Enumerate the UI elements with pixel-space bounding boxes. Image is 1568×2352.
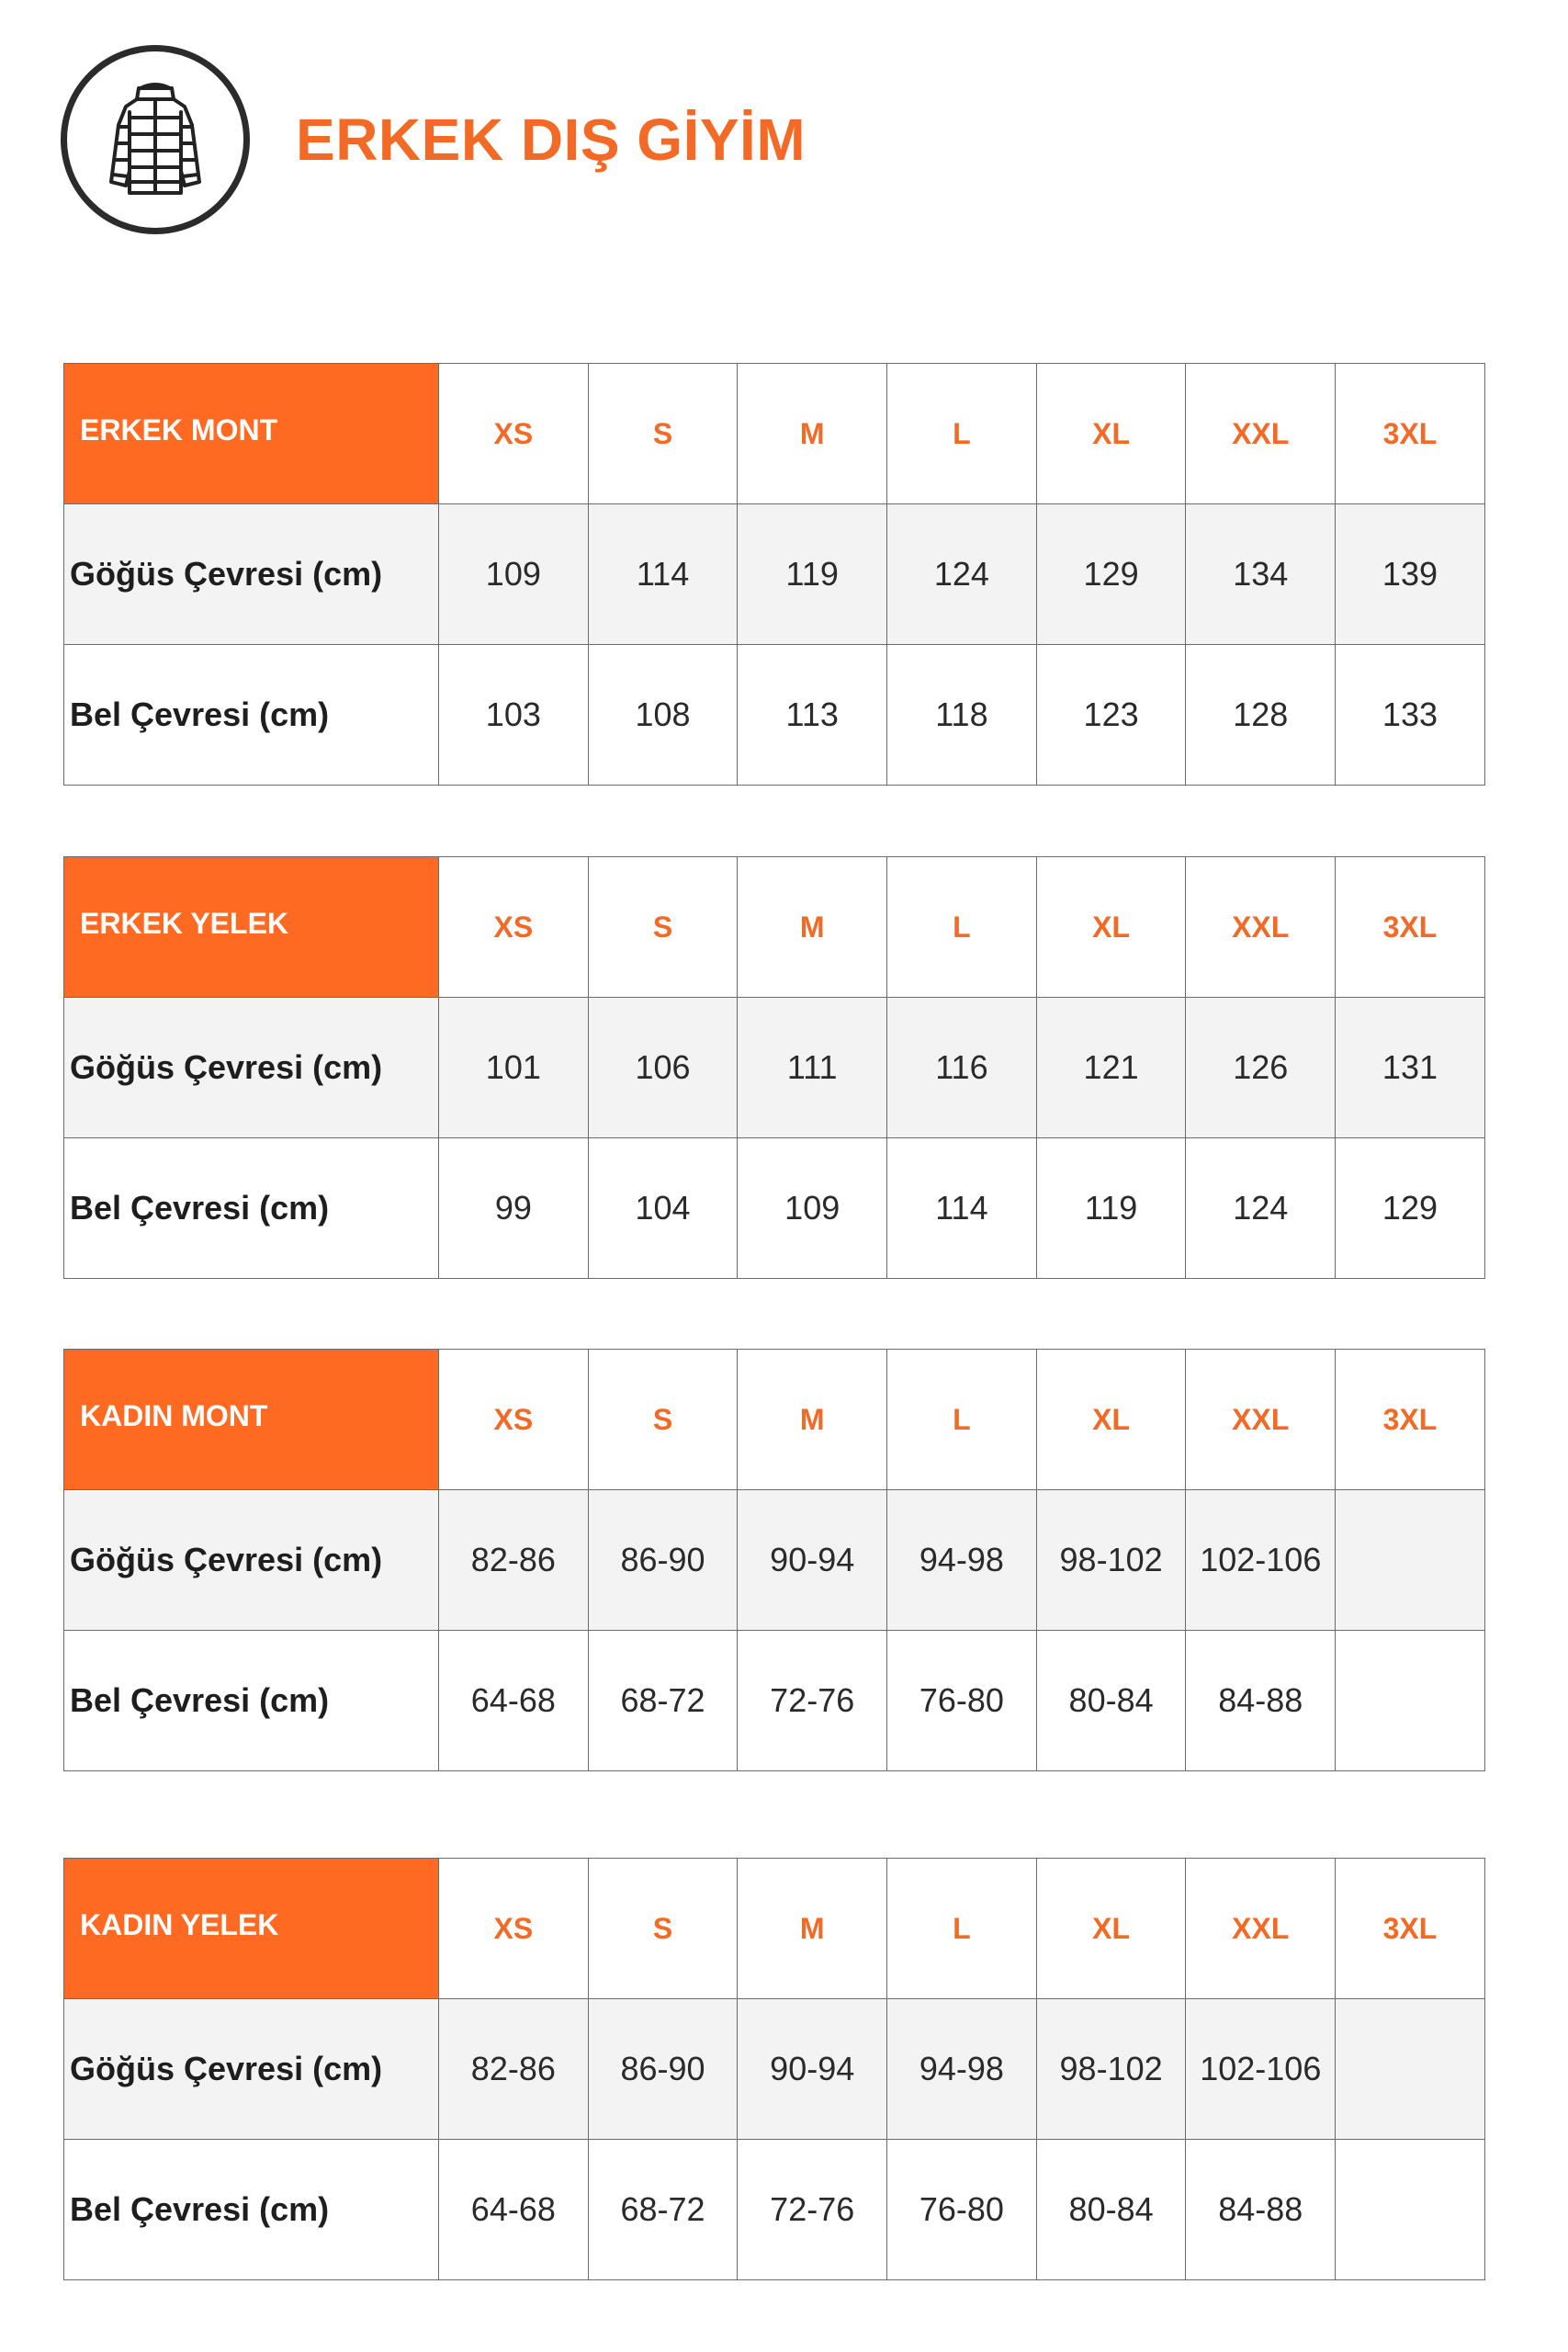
table-row (64, 1631, 1485, 1771)
table-cell: 118 (887, 645, 1037, 786)
table-cell: 68-72 (588, 2140, 738, 2280)
size-table-erkek-mont (63, 363, 1485, 786)
table-cell: 139 (1336, 504, 1485, 645)
table-cell: 121 (1036, 998, 1186, 1138)
table-cell: 119 (738, 504, 887, 645)
table-cell (1336, 1631, 1485, 1771)
page-title: ERKEK DIŞ GİYİM (296, 107, 807, 173)
size-header: XS (439, 1350, 589, 1490)
table-cell: 102-106 (1186, 1490, 1336, 1631)
page-header (61, 42, 806, 237)
table-cell: 82-86 (439, 1999, 589, 2140)
size-header: XXL (1186, 1350, 1336, 1490)
table-cell: 99 (439, 1138, 589, 1279)
size-header: XXL (1186, 364, 1336, 504)
table-cell: 114 (887, 1138, 1037, 1279)
table-cell: 64-68 (439, 1631, 589, 1771)
size-header: S (588, 364, 738, 504)
table-row (64, 2140, 1485, 2280)
table-header-row (64, 1859, 1485, 1999)
size-header: S (588, 1859, 738, 1999)
table-row (64, 998, 1485, 1138)
table-cell (1336, 2140, 1485, 2280)
row-label: Göğüs Çevresi (cm) (64, 1490, 439, 1631)
size-header: XS (439, 857, 589, 998)
size-header: XXL (1186, 1859, 1336, 1999)
table-cell: 86-90 (588, 1999, 738, 2140)
size-header: 3XL (1336, 364, 1485, 504)
size-header: 3XL (1336, 857, 1485, 998)
table-cell: 84-88 (1186, 1631, 1336, 1771)
size-header: 3XL (1336, 1350, 1485, 1490)
size-header: XL (1036, 1350, 1186, 1490)
table-cell (1336, 1490, 1485, 1631)
table-cell: 129 (1336, 1138, 1485, 1279)
size-table-kadin-yelek (63, 1858, 1485, 2280)
size-table-erkek-yelek (63, 856, 1485, 1279)
table-header-row (64, 1350, 1485, 1490)
table-cell: 124 (1186, 1138, 1336, 1279)
table-row (64, 1490, 1485, 1631)
row-label: Göğüs Çevresi (cm) (64, 1999, 439, 2140)
table-header-row (64, 364, 1485, 504)
table-cell: 72-76 (738, 1631, 887, 1771)
size-header: XS (439, 1859, 589, 1999)
row-label: Bel Çevresi (cm) (64, 645, 439, 786)
table-cell: 128 (1186, 645, 1336, 786)
table-title: KADIN YELEK (64, 1859, 439, 1999)
table-cell: 104 (588, 1138, 738, 1279)
table-cell: 90-94 (738, 1999, 887, 2140)
table-cell: 113 (738, 645, 887, 786)
jacket-icon (61, 45, 250, 234)
table-cell: 109 (439, 504, 589, 645)
size-header: L (887, 1859, 1037, 1999)
table-row (64, 645, 1485, 786)
size-header: XL (1036, 364, 1186, 504)
row-label: Bel Çevresi (cm) (64, 2140, 439, 2280)
size-header: XL (1036, 857, 1186, 998)
table-cell: 86-90 (588, 1490, 738, 1631)
table-cell: 98-102 (1036, 1999, 1186, 2140)
table-cell: 133 (1336, 645, 1485, 786)
size-header: XS (439, 364, 589, 504)
size-header: S (588, 1350, 738, 1490)
size-header: 3XL (1336, 1859, 1485, 1999)
table-cell: 101 (439, 998, 589, 1138)
size-header: M (738, 1350, 887, 1490)
table-cell: 134 (1186, 504, 1336, 645)
table-cell: 119 (1036, 1138, 1186, 1279)
table-cell: 106 (588, 998, 738, 1138)
table-cell: 82-86 (439, 1490, 589, 1631)
table-cell: 109 (738, 1138, 887, 1279)
table-cell: 126 (1186, 998, 1336, 1138)
table-row (64, 1138, 1485, 1279)
table-cell: 76-80 (887, 1631, 1037, 1771)
table-header-row (64, 857, 1485, 998)
table-cell: 123 (1036, 645, 1186, 786)
size-header: XXL (1186, 857, 1336, 998)
table-cell: 108 (588, 645, 738, 786)
table-cell: 80-84 (1036, 2140, 1186, 2280)
size-header: L (887, 857, 1037, 998)
row-label: Göğüs Çevresi (cm) (64, 998, 439, 1138)
table-cell: 64-68 (439, 2140, 589, 2280)
table-cell: 72-76 (738, 2140, 887, 2280)
size-header: M (738, 364, 887, 504)
table-cell: 94-98 (887, 1490, 1037, 1631)
table-cell: 76-80 (887, 2140, 1037, 2280)
table-cell: 116 (887, 998, 1037, 1138)
table-cell (1336, 1999, 1485, 2140)
size-header: L (887, 1350, 1037, 1490)
table-title: ERKEK YELEK (64, 857, 439, 998)
table-row (64, 1999, 1485, 2140)
size-header: L (887, 364, 1037, 504)
row-label: Bel Çevresi (cm) (64, 1631, 439, 1771)
table-cell: 103 (439, 645, 589, 786)
table-cell: 90-94 (738, 1490, 887, 1631)
table-cell: 124 (887, 504, 1037, 645)
table-cell: 129 (1036, 504, 1186, 645)
table-cell: 94-98 (887, 1999, 1037, 2140)
table-cell: 68-72 (588, 1631, 738, 1771)
table-cell: 102-106 (1186, 1999, 1336, 2140)
table-title: ERKEK MONT (64, 364, 439, 504)
size-header: M (738, 1859, 887, 1999)
table-cell: 114 (588, 504, 738, 645)
row-label: Bel Çevresi (cm) (64, 1138, 439, 1279)
size-header: S (588, 857, 738, 998)
table-cell: 98-102 (1036, 1490, 1186, 1631)
size-header: XL (1036, 1859, 1186, 1999)
size-header: M (738, 857, 887, 998)
table-cell: 131 (1336, 998, 1485, 1138)
table-cell: 80-84 (1036, 1631, 1186, 1771)
table-title: KADIN MONT (64, 1350, 439, 1490)
table-cell: 111 (738, 998, 887, 1138)
size-table-kadin-mont (63, 1349, 1485, 1771)
table-cell: 84-88 (1186, 2140, 1336, 2280)
table-row (64, 504, 1485, 645)
row-label: Göğüs Çevresi (cm) (64, 504, 439, 645)
